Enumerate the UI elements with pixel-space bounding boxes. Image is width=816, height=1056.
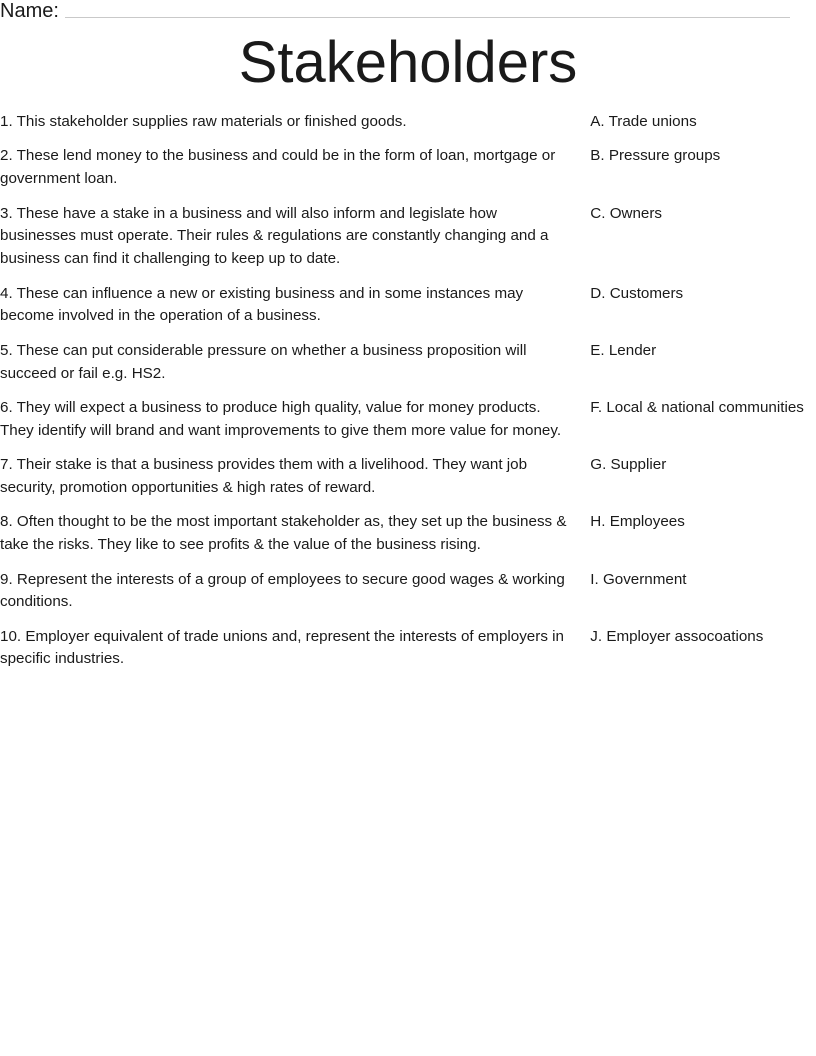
- answer-b: B. Pressure groups: [590, 147, 721, 165]
- name-row: [0, 0, 790, 22]
- clue-8: 8. Often thought to be the most important stakeholder as, they set up the business & take the risks. They like to see profits & the value of the business rising.: [0, 513, 567, 554]
- clue-10: 10. Employer equivalent of trade unions and, represent the interests of employers in specific industries.: [0, 627, 564, 668]
- answer-i: I. Government: [590, 570, 687, 588]
- answer-h: H. Employees: [590, 513, 685, 531]
- matching-row-7: [0, 454, 816, 500]
- matching-row-5: [0, 340, 816, 386]
- clue-1: 1. This stakeholder supplies raw materials or finished goods.: [0, 113, 407, 130]
- worksheet-title: Stakeholders: [238, 30, 578, 95]
- clue-9: 9. Represent the interests of a group of employees to secure good wages & working conditions.: [0, 570, 565, 611]
- matching-row-1: [0, 111, 816, 134]
- name-label: Name:: [0, 0, 59, 22]
- clue-3: 3. These have a stake in a business and will also inform and legislate how businesses must operate. Their rules & regulations are constantly changing and a business can find it challenging to keep up to date.: [0, 204, 549, 268]
- answer-c: C. Owners: [590, 204, 663, 222]
- clue-4: 4. These can influence a new or existing business and in some instances may become involved in the operation of a business.: [0, 284, 524, 325]
- answer-e: E. Lender: [590, 341, 657, 359]
- matching-row-10: [0, 626, 816, 672]
- matching-row-4: [0, 283, 816, 329]
- clue-7: 7. Their stake is that a business provides them with a livelihood. They want job security, promotion opportunities & high rates of reward.: [0, 456, 528, 496]
- matching-row-8: [0, 511, 816, 557]
- clue-2: 2. These lend money to the business and could be in the form of loan, mortgage or government loan.: [0, 147, 556, 188]
- answer-f: F. Local & national communities: [590, 398, 804, 416]
- answer-a: A. Trade unions: [590, 113, 697, 130]
- clue-6: 6. They will expect a business to produce high quality, value for money products. They identify will brand and want improvements to give them more value for money.: [0, 398, 562, 439]
- matching-row-9: [0, 569, 816, 615]
- matching-list: [0, 111, 816, 683]
- name-blank-line: [65, 17, 790, 18]
- matching-row-6: [0, 397, 816, 443]
- answer-j: J. Employer assocoations: [590, 627, 764, 645]
- answer-g: G. Supplier: [590, 456, 667, 474]
- matching-row-3: [0, 203, 816, 271]
- answer-d: D. Customers: [590, 284, 684, 302]
- matching-row-2: [0, 145, 816, 191]
- clue-5: 5. These can put considerable pressure on whether a business proposition will succeed or fail e.g. HS2.: [0, 341, 527, 382]
